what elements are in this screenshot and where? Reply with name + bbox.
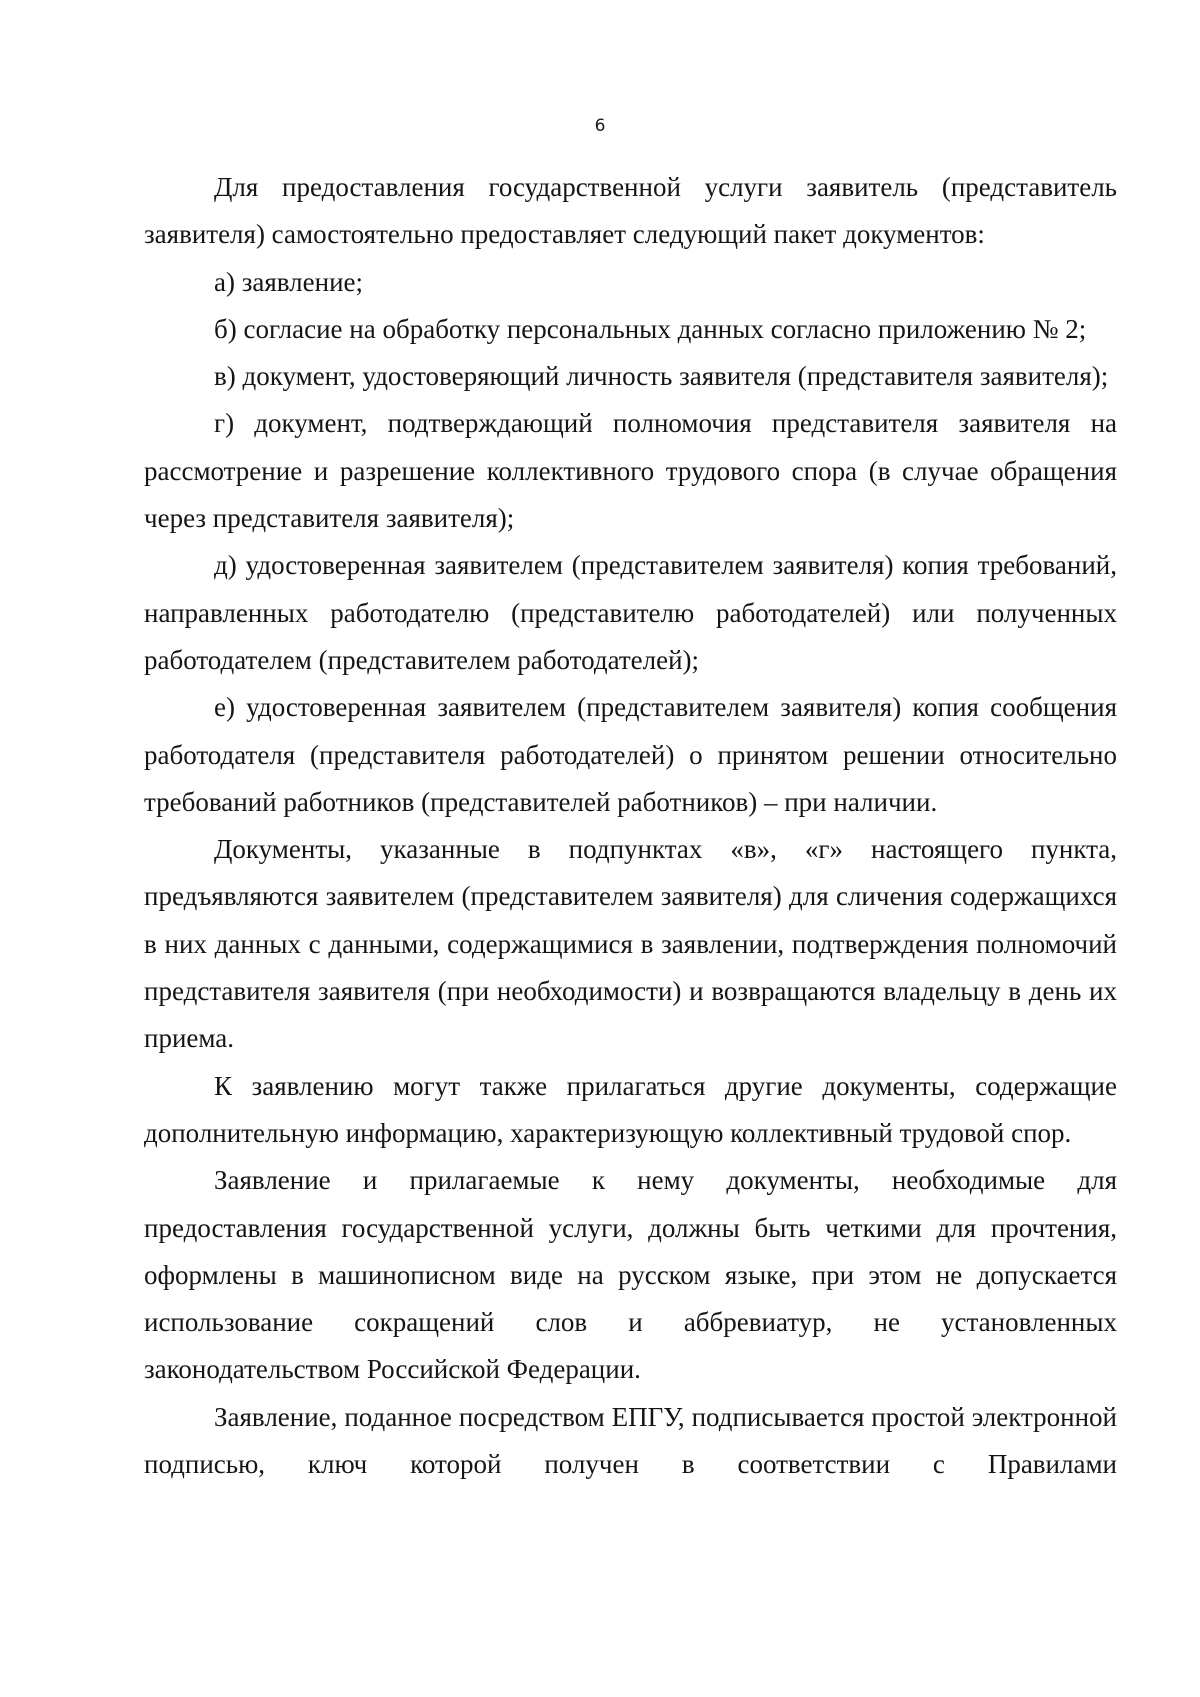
list-item-g: г) документ, подтверждающий полномочия представителя заявителя на рассмотрение и разрешение коллективного трудового спора (в случае обращения через представителя заявителя); xyxy=(144,408,1117,534)
list-item-e: е) удостоверенная заявителем (представителем заявителя) копия сообщения работодателя (представителя работодателей) о принятом решении относительно требований работников (представителей работников) – при наличии. xyxy=(144,692,1117,817)
list-item-d: д) удостоверенная заявителем (представителем заявителя) копия требований, направленных работодателю (представителю работодателей) или полученных работодателем (представителем работодателей); xyxy=(144,550,1117,675)
list-item-a: а) заявление; xyxy=(214,266,364,297)
paragraph-additional-documents: К заявлению могут также прилагаться другие документы, содержащие дополнительную информацию, характеризующую коллективный трудовой спор. xyxy=(144,1070,1117,1148)
paragraph-document-requirements: Заявление и прилагаемые к нему документы, необходимые для предоставления государственной услуги, должны быть четкими для прочтения, оформлены в машинописном виде на русском языке, при этом не допускается использование сокращений слов и аббревиатур, не установленных законодательством Российской Федерации. xyxy=(144,1165,1117,1385)
paragraph-intro: Для предоставления государственной услуги заявитель (представитель заявителя) самостоятельно предоставляет следующий пакет документов: xyxy=(144,172,1117,250)
list-item-v: в) документ, удостоверяющий личность заявителя (представителя заявителя); xyxy=(214,361,1109,392)
document-body xyxy=(144,164,1117,1488)
list-item-b: б) согласие на обработку персональных данных согласно приложению № 2; xyxy=(214,313,1087,344)
page-number: 6 xyxy=(594,116,606,136)
paragraph-documents-presentation: Документы, указанные в подпунктах «в», «г» настоящего пункта, предъявляются заявителем (представителем заявителя) для сличения содержащихся в них данных с данными, содержащимися в заявлении, подтверждения полномочий представителя заявителя (при необходимости) и возвращаются владельцу в день их приема. xyxy=(144,834,1117,1054)
paragraph-electronic-signature: Заявление, поданное посредством ЕПГУ, подписывается простой электронной подписью, ключ которой получен в соответствии с Правилами xyxy=(144,1401,1117,1480)
